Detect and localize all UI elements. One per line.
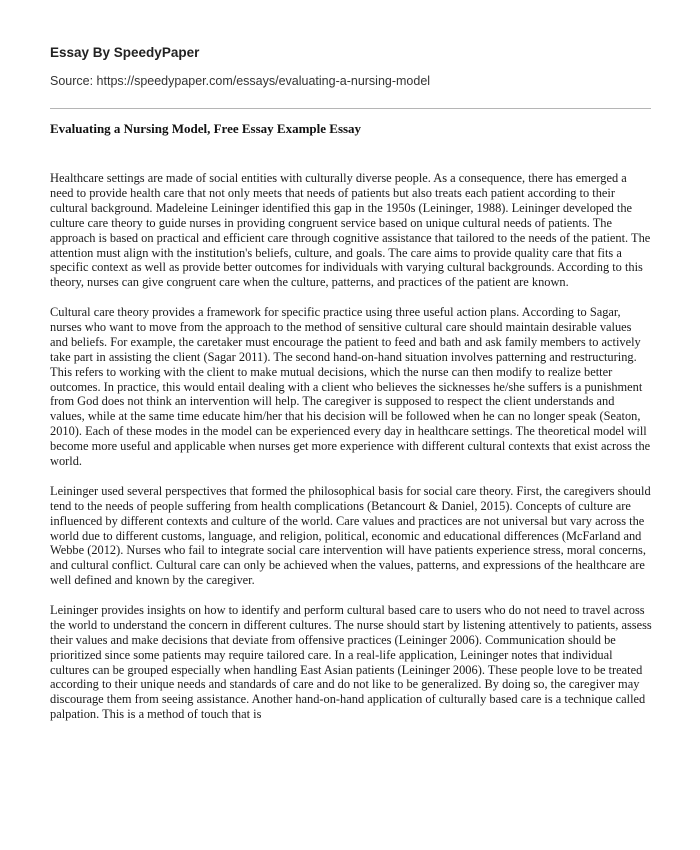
essay-body xyxy=(50,171,652,737)
paragraph-4: Leininger provides insights on how to identify and perform cultural based care to users who do not need to travel across the world to understand the concern in different cultures. The nurse should start by listening attentively to patients, assess their values and make decisions that deviate from offensive practices (Leininger 2006). Communication should be prioritized since some patients may require tailored care. In a real-life application, Leininger notes that individual cultures can be grouped especially when handling East Asian patients (Leininger 2006). These people love to be treated according to their unique needs and standards of care and do not like to be generalized. By doing so, the caregiver may discourage them from seeing assistance. Another hand-on-hand application of culturally based care is a technique called palpation. This is a method of touch that is xyxy=(50,602,652,722)
paragraph-2: Cultural care theory provides a framework for specific practice using three useful action plans. According to Sagar, nurses who want to move from the approach to the method of sensitive cultural care should maintain desirable values and beliefs. For example, the caretaker must encourage the patient to feed and bath and ask family members to actively take part in assisting the client (Sagar 2011). The second hand-on-hand situation involves patterning and restructuring. This refers to working with the client to make mutual decisions, which the nurse can then modify to realize better outcomes. In practice, this would entail dealing with a client who believes the sicknesses he/she suffers is a punishment from God does not think an intervention will help. The caregiver is supposed to respect the client understands and values, while at the same time educate him/her that his decision will be followed when he can no longer speak (Seaton, 2010). Each of these modes in the model can be experienced every day in healthcare settings. The theoretical model will become more useful and applicable when nurses get more experience with different cultural contexts that exist across the world. xyxy=(50,305,651,469)
source-line: Source: https://speedypaper.com/essays/evaluating-a-nursing-model xyxy=(50,74,431,88)
paragraph-1: Healthcare settings are made of social entities with culturally diverse people. As a consequence, there has emerged a need to provide health care that not only meets that needs of patients but also treats each patient according to their cultural background. Madeleine Leininger identified this gap in the 1950s (Leininger, 1988). Leininger developed the culture care theory to guide nurses in providing congruent service based on unique cultural needs of patients. The approach is based on practical and efficient care through cognitive assistance that tailored to the needs of the patient. The attention must align with the institution's beliefs, culture, and goals. The care aims to provide quality care that fits a specific context as well as provide better outcomes for individuals with varying cultural backgrounds. According to this theory, nurses can give congruent care when the culture, patterns, and practices of the patient are known. xyxy=(50,171,651,290)
paragraph-3: Leininger used several perspectives that formed the philosophical basis for social care theory. First, the caregivers should tend to the needs of people suffering from health complications (Betancourt & Daniel, 2015). Concepts of culture are influenced by different contexts and culture of the world. Care values and practices are not universal but vary across the world due to different customs, language, and religion, political, economic and educational differences (McFarland and Webbe (2012). Nurses who fail to integrate social care intervention will have patients experience stress, moral concerns, and cultural conflict. Cultural care can only be achieved when the values, patterns, and expressions of the healthcare are well defined and known by the caregiver. xyxy=(50,483,651,588)
essay-title: Evaluating a Nursing Model, Free Essay Example Essay xyxy=(50,121,362,136)
header-divider xyxy=(50,108,651,109)
brand-heading: Essay By SpeedyPaper xyxy=(50,45,200,60)
